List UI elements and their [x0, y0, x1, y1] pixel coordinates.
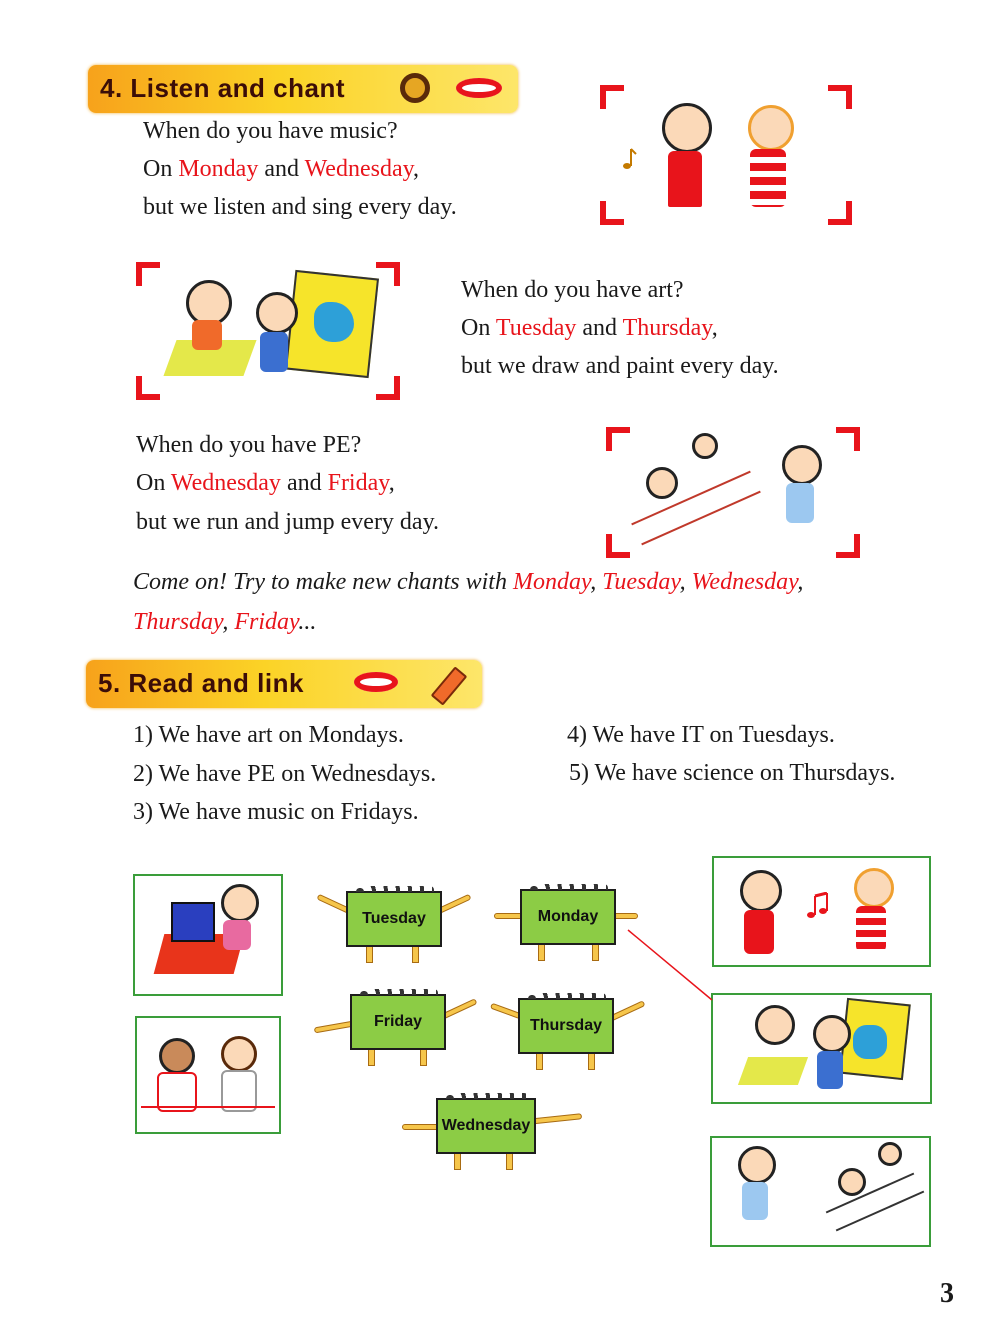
- running-boy-illustration: [646, 467, 678, 499]
- stanza3-line3: but we run and jump every day.: [136, 509, 440, 535]
- chant-prompt-line2: [133, 609, 316, 636]
- text: ,: [413, 156, 420, 182]
- text: On: [461, 315, 496, 341]
- pencil-icon: [431, 666, 468, 705]
- day-word: Monday: [512, 569, 591, 595]
- page-number: 3: [940, 1278, 954, 1309]
- pe-picture[interactable]: [710, 1136, 931, 1247]
- text: On: [136, 470, 171, 496]
- girl-with-headphones-illustration: [662, 103, 712, 153]
- day-word: Monday: [178, 156, 259, 182]
- pe-picture-frame: [606, 427, 860, 558]
- stanza2-line1: When do you have art?: [461, 277, 684, 303]
- music-note-icon: [806, 892, 828, 920]
- day-word: Friday: [234, 609, 299, 635]
- text: and: [258, 156, 305, 182]
- text: and: [576, 315, 623, 341]
- jumping-girl-illustration: [782, 445, 822, 485]
- day-word: Wednesday: [170, 470, 281, 496]
- text: ,: [797, 569, 804, 595]
- art-picture-frame: [136, 262, 400, 400]
- stanza2-line2: [461, 315, 718, 342]
- link-line-monday-art: [628, 930, 712, 1000]
- text: ,: [222, 609, 235, 635]
- day-word: Tuesday: [495, 315, 577, 341]
- text: ,: [711, 315, 718, 341]
- science-experiment-picture[interactable]: [135, 1016, 281, 1134]
- day-card-label: Friday: [350, 994, 446, 1050]
- day-word: Thursday: [133, 609, 223, 635]
- section5-header: [86, 660, 482, 708]
- sentence-2: 2) We have PE on Wednesdays.: [133, 761, 437, 787]
- running-boy-illustration: [692, 433, 718, 459]
- art-picture[interactable]: [711, 993, 932, 1104]
- day-card-label: Tuesday: [346, 891, 442, 947]
- day-word: Wednesday: [304, 156, 414, 182]
- music-note-icon: [622, 147, 638, 171]
- stanza1-line2: [143, 156, 419, 183]
- text: and: [280, 470, 328, 496]
- text: ,: [388, 470, 395, 496]
- day-word: Wednesday: [691, 569, 798, 595]
- day-word: Friday: [327, 470, 389, 496]
- text: Come on! Try to make new chants with: [133, 569, 513, 595]
- painting-boy-illustration: [256, 292, 298, 334]
- sentence-5: 5) We have science on Thursdays.: [569, 760, 896, 786]
- day-card-label: Monday: [520, 889, 616, 945]
- section4-title: 4. Listen and chant: [100, 73, 345, 103]
- stanza3-line2: [136, 470, 395, 497]
- stanza1-line3: but we listen and sing every day.: [143, 194, 457, 220]
- text: ...: [298, 609, 317, 635]
- sentence-3: 3) We have music on Fridays.: [133, 799, 419, 825]
- stanza2-line3: but we draw and paint every day.: [461, 353, 779, 379]
- stanza1-line1: When do you have music?: [143, 118, 398, 144]
- sentence-4: 4) We have IT on Tuesdays.: [567, 722, 835, 748]
- music-picture[interactable]: [712, 856, 931, 967]
- day-word: Thursday: [622, 315, 712, 341]
- lips-icon: [456, 78, 502, 98]
- headphones-icon: [400, 73, 430, 103]
- text: ,: [590, 569, 603, 595]
- day-word: Tuesday: [602, 569, 680, 595]
- chant-prompt-line1: [133, 569, 803, 596]
- text: On: [143, 156, 179, 182]
- lips-icon: [354, 672, 398, 692]
- music-picture-frame: [600, 85, 852, 225]
- day-card-label: Wednesday: [436, 1098, 536, 1154]
- text: ,: [679, 569, 692, 595]
- section4-header: [88, 65, 518, 113]
- sentence-1: 1) We have art on Mondays.: [133, 722, 404, 748]
- day-card-label: Thursday: [518, 998, 614, 1054]
- section5-title: 5. Read and link: [98, 668, 304, 698]
- stanza3-line1: When do you have PE?: [136, 432, 362, 458]
- it-computer-picture[interactable]: [133, 874, 283, 996]
- singing-girl-illustration: [748, 105, 794, 151]
